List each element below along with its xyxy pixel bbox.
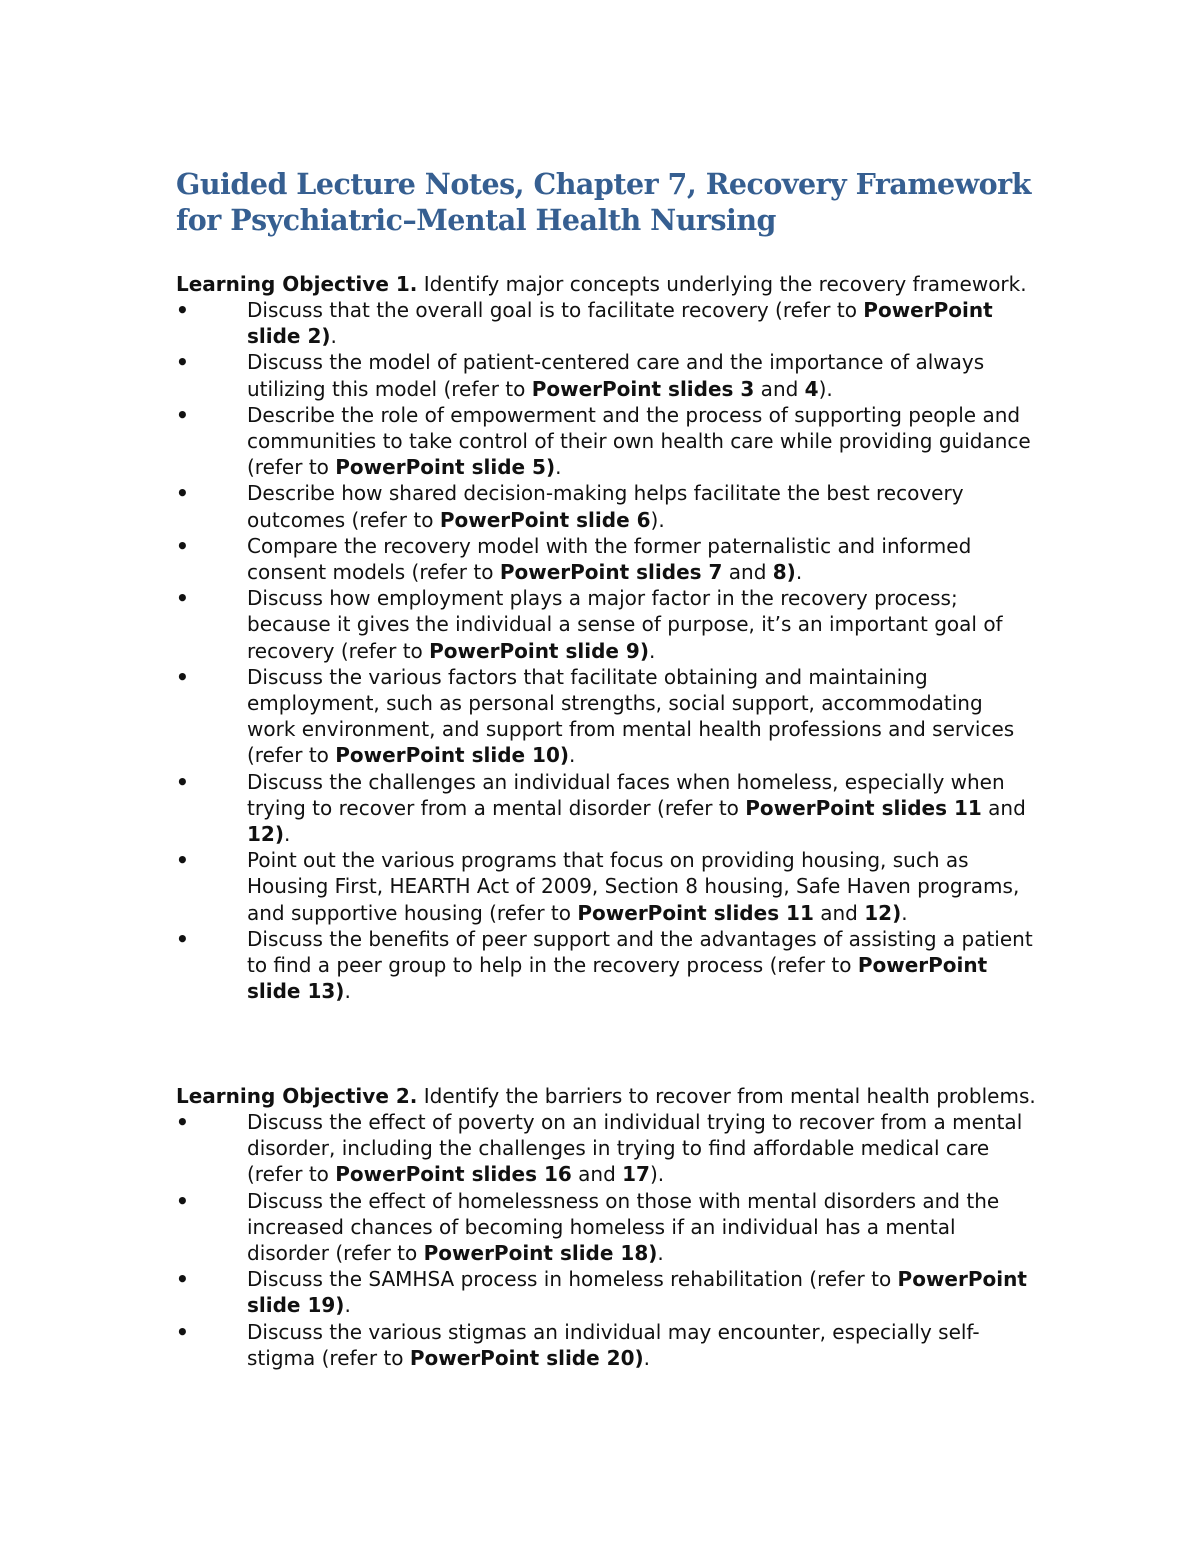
item-text: Discuss the various stigmas an individual may encounter, especially self-stigma (refer to	[247, 1319, 980, 1370]
item-text: .	[795, 560, 803, 585]
list-item	[176, 1188, 1036, 1267]
objective-heading	[176, 271, 1036, 297]
slide-reference: PowerPoint slides 11	[577, 900, 814, 925]
objective-2-bullet-list	[176, 1109, 1036, 1371]
list-item	[176, 1266, 1036, 1318]
item-text: .	[569, 743, 576, 768]
slide-reference: PowerPoint slides 11	[745, 795, 982, 820]
slide-reference: PowerPoint slide 10)	[335, 743, 570, 768]
item-text: .	[555, 455, 562, 480]
slide-reference: PowerPoint slides 16	[335, 1162, 572, 1187]
item-text: Discuss the SAMHSA process in homeless rehabilitation (refer to	[247, 1267, 898, 1292]
item-text: Compare the recovery model with the former paternalistic and informed consent models (refer to	[247, 533, 972, 585]
learning-objective-2	[176, 1083, 1036, 1371]
item-text: and	[722, 560, 773, 585]
objective-text: Identify major concepts underlying the recovery framework.	[417, 272, 1027, 296]
item-text: and	[571, 1162, 623, 1187]
objective-label: Learning Objective 1.	[176, 272, 418, 296]
slide-reference: PowerPoint slide 19)	[247, 1267, 1027, 1318]
item-text: Discuss how employment plays a major factor in the recovery process; because it gives the individual a sense of purpose, it’s an important goal of recovery (refer to	[247, 586, 1003, 663]
slide-reference: PowerPoint slide 18)	[423, 1241, 658, 1266]
item-text: .	[643, 1345, 650, 1370]
item-text: Discuss the effect of homelessness on those with mental disorders and the increased chances of becoming homeless if an individual has a mental disorder (refer to	[247, 1188, 1000, 1266]
item-text: Describe the role of empowerment and the process of supporting people and communities to take control of their own health care while providing guidance (refer to	[247, 402, 1031, 480]
slide-reference: 12)	[247, 822, 284, 847]
list-item	[176, 664, 1036, 769]
item-text: .	[344, 1293, 351, 1318]
slide-reference: PowerPoint slide 13)	[247, 953, 988, 1004]
list-item	[176, 533, 1036, 585]
item-text: .	[344, 979, 351, 1004]
slide-reference: PowerPoint slides 3	[531, 376, 755, 401]
item-text: Discuss the effect of poverty on an individual trying to recover from a mental disorder, including the challenges in trying to find affordable medical care (refer to	[247, 1110, 1023, 1187]
list-item	[176, 402, 1036, 481]
list-item	[176, 847, 1036, 926]
slide-reference: PowerPoint slides 7	[499, 560, 723, 585]
document-title: Guided Lecture Notes, Chapter 7, Recovery Framework for Psychiatric–Mental Health Nursing	[176, 167, 1031, 237]
list-item	[176, 926, 1036, 1005]
objective-1-bullet-list	[176, 297, 1036, 1004]
list-item	[176, 349, 1036, 401]
objective-label: Learning Objective 2.	[176, 1084, 418, 1108]
list-item	[176, 585, 1036, 664]
list-item	[176, 769, 1036, 848]
slide-reference: PowerPoint slide 5)	[335, 455, 556, 480]
item-text: .	[283, 822, 291, 847]
item-text: Discuss that the overall goal is to facilitate recovery (refer to	[247, 298, 864, 322]
item-text: .	[648, 638, 656, 663]
item-text: Discuss the benefits of peer support and the advantages of assisting a patient to find a peer group to help in the recovery process (refer to	[247, 926, 1033, 978]
list-item	[176, 480, 1036, 532]
slide-reference: PowerPoint slide 9)	[429, 638, 649, 663]
learning-objective-1	[176, 271, 1036, 1004]
list-item	[176, 1319, 1036, 1371]
slide-reference: 8)	[772, 560, 796, 585]
item-text: Discuss the various factors that facilitate obtaining and maintaining employment, such as personal strengths, social support, accommodating work environment, and support from mental health professions and services (refer to	[247, 664, 1015, 768]
item-text: .	[330, 324, 337, 349]
list-item	[176, 297, 1036, 349]
item-text: Describe how shared decision-making helps facilitate the best recovery outcomes (refer to	[247, 481, 964, 532]
slide-reference: 4	[804, 376, 819, 401]
slide-reference: PowerPoint slide 20)	[409, 1345, 644, 1370]
item-text: .	[657, 1241, 664, 1266]
objective-heading	[176, 1083, 1036, 1109]
slide-reference: 12)	[864, 900, 902, 925]
slide-reference: PowerPoint slide 6	[439, 507, 651, 532]
item-text: and	[813, 900, 865, 925]
list-item	[176, 1109, 1036, 1188]
item-text: .	[901, 900, 908, 925]
item-text: Discuss the challenges an individual faces when homeless, especially when trying to recover from a mental disorder (refer to	[247, 769, 1005, 820]
item-text: and	[981, 795, 1026, 820]
item-text: ).	[650, 507, 665, 532]
slide-reference: 17	[622, 1162, 650, 1187]
slide-reference: PowerPoint slide 2)	[247, 298, 993, 349]
item-text: Point out the various programs that focus on providing housing, such as Housing First, HEARTH Act of 2009, Section 8 housing, Safe Haven programs, and supportive housing (refer to	[247, 848, 1020, 925]
objective-text: Identify the barriers to recover from mental health problems.	[417, 1084, 1036, 1108]
item-text: and	[754, 376, 805, 401]
item-text: Discuss the model of patient-centered care and the importance of always utilizing this model (refer to	[247, 350, 985, 401]
item-text: ).	[818, 376, 833, 401]
item-text: ).	[649, 1162, 665, 1187]
